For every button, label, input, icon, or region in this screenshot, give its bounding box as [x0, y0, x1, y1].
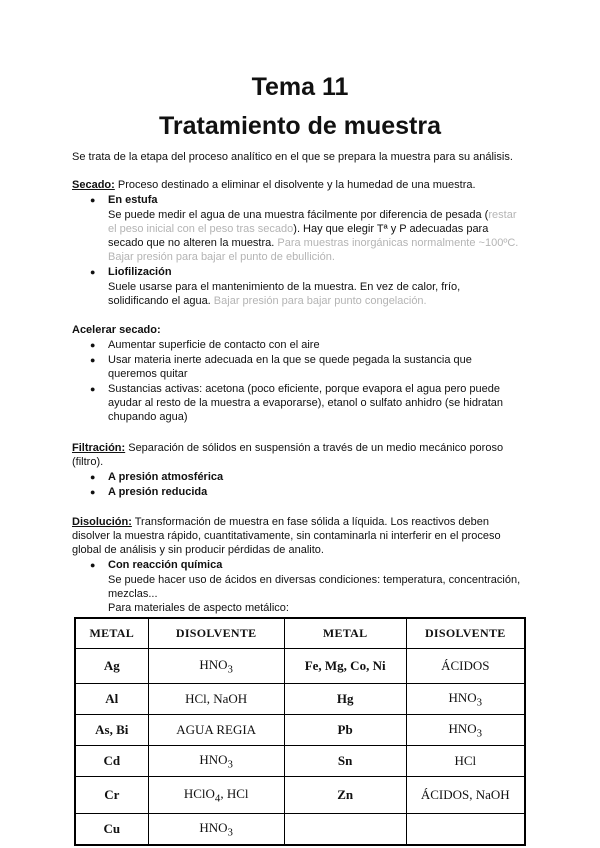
metal-cell: As, Bi: [75, 715, 148, 746]
disolucion-line-3: global de análisis y sin producir pérdidas de analito.: [72, 544, 324, 556]
header-metal: METAL: [284, 618, 406, 649]
secado-heading: Secado:: [72, 179, 115, 191]
liofilizacion-title: Liofilización: [108, 266, 172, 278]
estufa-l3b: Para muestras inorgánicas normalmente ~100ºC.: [277, 237, 519, 249]
solvent-cell: [148, 649, 284, 684]
liofilizacion-l2b: Bajar presión para bajar punto congelación.: [213, 295, 427, 307]
solvent-cell: AGUA REGIA: [148, 715, 284, 746]
solvent-cell: [406, 715, 525, 746]
intro-text: Se trata de la etapa del proceso analítico en el que se prepara la muestra para su análisis.: [72, 151, 513, 163]
solvent-cell: [148, 746, 284, 777]
estufa-l2a: el peso inicial con el peso tras secado: [108, 223, 294, 235]
header-disolvente: DISOLVENTE: [148, 618, 284, 649]
solvent-cell: [148, 777, 284, 814]
empty-cell: [406, 814, 525, 846]
table-row: [75, 684, 525, 715]
filtracion-bullet-1: A presión atmosférica: [108, 471, 224, 483]
bullet-icon: ●: [90, 560, 96, 570]
solvent-subscript: 3: [227, 826, 233, 839]
metal-cell: Cd: [75, 746, 148, 777]
table-row: [75, 814, 525, 846]
filtracion-line-1: Separación de sólidos en suspensión a través de un medio mecánico poroso: [125, 442, 504, 454]
bullet-icon: ●: [90, 355, 96, 365]
table-row: [75, 746, 525, 777]
reaccion-line-1: Se puede hacer uso de ácidos en diversas condiciones: temperatura, concentración,: [108, 574, 521, 586]
solvent-subscript: 3: [476, 727, 483, 740]
bullet-icon: ●: [90, 384, 96, 394]
metal-cell: Al: [75, 684, 148, 715]
disolucion-heading: Disolución:: [72, 516, 132, 528]
header-disolvente: DISOLVENTE: [406, 618, 525, 649]
table-row: [75, 649, 525, 684]
solvent-text: HNO: [199, 751, 228, 767]
solvent-cell: HCl, NaOH: [148, 684, 284, 715]
estufa-l1b: restar: [488, 209, 517, 221]
table-row: [75, 777, 525, 814]
solvent-cell: [406, 684, 525, 715]
secado-paragraph: [72, 178, 476, 192]
table-row: [75, 715, 525, 746]
empty-cell: [284, 814, 406, 846]
solvent-subscript: 3: [227, 758, 233, 771]
estufa-title: En estufa: [108, 194, 158, 206]
acelerar-bullet-2b: queremos quitar: [108, 368, 188, 380]
filtracion-heading: Filtración:: [72, 442, 126, 454]
estufa-line-3: [108, 236, 518, 250]
metal-cell: Sn: [284, 746, 406, 777]
solvent-text: HNO: [199, 819, 228, 835]
bullet-icon: ●: [90, 472, 96, 482]
solvent-text: HNO: [448, 689, 477, 705]
bullet-icon: ●: [90, 487, 96, 497]
metal-cell: Cr: [75, 777, 148, 814]
estufa-l2b: ). Hay que elegir Tª y P adecuadas para: [293, 223, 489, 235]
bullet-icon: ●: [90, 267, 96, 277]
solvent-subscript: 4: [214, 792, 221, 805]
estufa-line-2: [108, 222, 488, 236]
reaccion-line-3: Para materiales de aspecto metálico:: [108, 602, 289, 614]
estufa-l1a: Se puede medir el agua de una muestra fácilmente por diferencia de pesada (: [108, 209, 489, 221]
disolucion-line-1: Transformación de muestra en fase sólida a líquida. Los reactivos deben: [131, 516, 489, 528]
solvent-text-suffix: , HCl: [220, 785, 249, 801]
metals-table: [74, 617, 526, 846]
solvent-text: HNO: [199, 656, 228, 672]
filtracion-line-2: (filtro).: [72, 456, 104, 468]
estufa-l3a: secado que no alteren la muestra.: [108, 237, 278, 249]
bullet-icon: ●: [90, 195, 96, 205]
solvent-cell: [148, 814, 284, 846]
reaccion-title: Con reacción química: [108, 559, 223, 571]
disolucion-paragraph: [72, 515, 489, 529]
metal-cell: Hg: [284, 684, 406, 715]
solvent-cell: ÁCIDOS: [406, 649, 525, 684]
page-title: Tratamiento de muestra: [158, 112, 442, 140]
estufa-line-1: [108, 208, 516, 222]
liofilizacion-l2a: solidificando el agua.: [108, 295, 214, 307]
liofilizacion-line-1: Suele usarse para el mantenimiento de la muestra. En vez de calor, frío,: [108, 281, 461, 293]
acelerar-bullet-3c: chupando agua): [108, 411, 188, 423]
solvent-cell: HCl: [406, 746, 525, 777]
metal-cell: Cu: [75, 814, 148, 846]
liofilizacion-line-2: [108, 294, 427, 308]
acelerar-bullet-1: Aumentar superficie de contacto con el aire: [108, 339, 320, 351]
reaccion-line-2: mezclas...: [108, 588, 158, 600]
topic-title: Tema 11: [251, 73, 349, 101]
acelerar-heading: Acelerar secado:: [72, 324, 161, 336]
acelerar-bullet-3a: Sustancias activas: acetona (poco eficiente, porque evapora el agua pero puede: [108, 383, 500, 395]
table-header-row: [75, 618, 525, 649]
acelerar-bullet-3b: ayudar al resto de la muestra a evaporarse), etanol o sulfato anhidro (se hidratan: [108, 397, 504, 409]
solvent-cell: ÁCIDOS, NaOH: [406, 777, 525, 814]
estufa-line-4: Bajar presión para bajar el punto de ebullición.: [108, 251, 335, 263]
metal-cell: Pb: [284, 715, 406, 746]
filtracion-bullet-2: A presión reducida: [108, 486, 208, 498]
solvent-subscript: 3: [476, 696, 483, 709]
solvent-text: HNO: [448, 720, 477, 736]
header-metal: METAL: [75, 618, 148, 649]
solvent-text: HClO: [183, 785, 215, 801]
acelerar-bullet-2a: Usar materia inerte adecuada en la que se quede pegada la sustancia que: [108, 354, 472, 366]
bullet-icon: ●: [90, 340, 96, 350]
metal-cell: Zn: [284, 777, 406, 814]
secado-text: Proceso destinado a eliminar el disolvente y la humedad de una muestra.: [114, 179, 476, 191]
disolucion-line-2: disolver la muestra rápido, cuantitativamente, sin contaminarla ni interferir en el proceso: [72, 530, 501, 542]
metal-cell: Fe, Mg, Co, Ni: [284, 649, 406, 684]
metal-cell: Ag: [75, 649, 148, 684]
filtracion-paragraph: [72, 441, 503, 455]
solvent-subscript: 3: [227, 663, 233, 676]
